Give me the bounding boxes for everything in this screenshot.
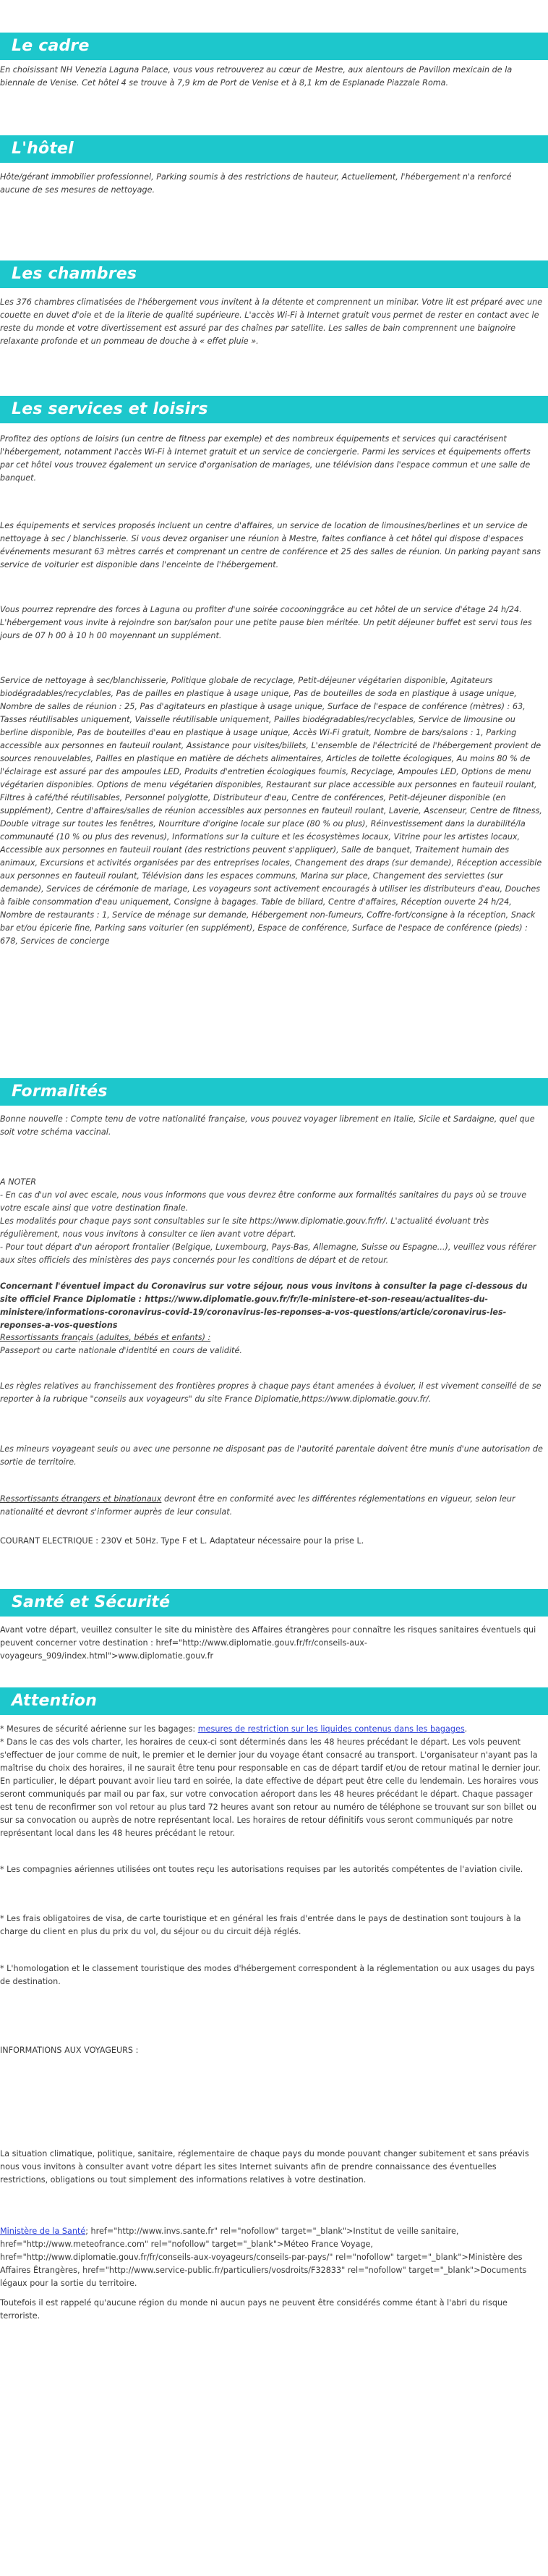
- formalites-foreign: [0, 1493, 544, 1519]
- section-title-chambres: Les chambres: [12, 265, 137, 283]
- section-header-services: [0, 396, 548, 423]
- attention-bullet-charter: * Dans le cas des vols charter, les horaires de ceux-ci sont déterminés dans les 48 heures précédant le départ. Les vols peuvent s'effectuer de jour comme de nuit, le premier et le dernier jour du voyage étant consacré au transport. L'organisateur n'ayant pas la maîtrise du choix des horaires, il ne saurait être tenu pour responsable en cas de départ tardif et/ou de retour matinal le dernier jour. En particulier, le départ pouvant avoir lieu tard en soirée, la date effective de départ peut être celle du lendemain. Les horaires vous seront communiqués par mail ou par fax, sur votre convocation aéroport dans les 48 heures précédant le départ. Chaque passager est tenu de reconfirmer son vol retour au plus tard 72 heures avant son retour au numéro de téléphone se trouvant sur son billet ou sur sa convocation ou auprès de notre représentant local. Les horaires de retour définitifs vous seront communiqués par notre représentant local dans les 48 heures précédant le retour.: [0, 1737, 541, 1838]
- cadre-text: En choisissant NH Venezia Laguna Palace, vous vous retrouverez au cœur de Mestre, aux alentours de Pavillon mexicain de la biennale de Venise. Cet hôtel 4 se trouve à 7,9 km de Port de Venise et à 8,1 km de Esplanade Piazzale Roma.: [0, 65, 513, 88]
- section-header-attention: [0, 1687, 548, 1715]
- formalites-covid: Concernant l'éventuel impact du Coronavirus sur votre séjour, nous vous invitons à consulter la page ci-dessous du site officiel France Diplomatie : https://www.diplomatie.gouv.fr/fr/le-ministere-et-son-reseau/actualites-du-ministere/informations-coronavirus-covid-19/coronavirus-les-reponses-a-vos-questions/article/coronavirus-les-reponses-a-vos-questions: [0, 1281, 528, 1330]
- services-amenities-list: Service de nettoyage à sec/blanchisserie, Politique globale de recyclage, Petit-déjeuner végétarien disponible, Agitateurs biodégradables/recyclables, Pas de pailles en plastique à usage unique, Pas de bouteilles de soda en plastique à usage unique, Nombre de salles de réunion : 25, Pas d'agitateurs en plastique à usage unique, Surface de l'espace de conférence (mètres) : 63, Tasses réutilisables uniquement, Vaisselle réutilisable uniquement, Pailles biodégradables/recyclables, Service de limousine ou berline disponible, Pas de bouteilles d'eau en plastique à usage unique, Accès Wi-Fi gratuit, Nombre de bars/salons : 1, Parking accessible aux personnes en fauteuil roulant, Assistance pour visites/billets, L'ensemble de l'électricité de l'hébergement provient de sources renouvelables, Pailles en plastique en matière de déchets alimentaires, Articles de toilette écologiques, Au moins 80 % de l'éclairage est assuré par des ampoules LED, Produits d'entretien écologiques fournis, Recyclage, Ampoules LED, Options de menu végétarien disponibles. Options de menu végétarien disponibles, Restaurant sur place accessible aux personnes en fauteuil roulant, Filtres à café/thé réutilisables, Personnel polyglotte, Distributeur d'eau, Centre de conférences, Petit-déjeuner disponible (en supplément), Centre d'affaires/salles de réunion accessibles aux personnes en fauteuil roulant, Laverie, Ascenseur, Centre de fitness, Double vitrage sur toutes les fenêtres, Nourriture d'origine locale sur place (80 % ou plus), Réinvestissement dans la durabilité/la communauté (10 % ou plus des revenus), Informations sur la culture et les écosystèmes locaux, Vitrine pour les artistes locaux, Accessible aux personnes en fauteuil roulant (des restrictions peuvent s'appliquer), Salle de banquet, Traitement humain des animaux, Excursions et activités organisées par des entreprises locales, Changement des draps (sur demande), Réception accessible aux personnes en fauteuil roulant, Télévision dans les espaces communs, Marina sur place, Changement des serviettes (sur demande), Services de cérémonie de mariage, Les voyageurs sont activement encouragés à utiliser les distributeurs d'eau, Douches à faible consommation d'eau uniquement, Consigne à bagages. Table de billard, Centre d'affaires, Réception ouverte 24 h/24, Nombre de restaurants : 1, Service de ménage sur demande, Hébergement non-fumeurs, Coffre-fort/consigne à la réception, Snack bar et/ou épicerie fine, Parking sans voiturier (en supplément), Espace de conférence, Surface de l'espace de conférence (pieds) : 678, Services de concierge: [0, 676, 542, 946]
- formalites-french-text: Passeport ou carte nationale d'identité en cours de validité.: [0, 1346, 242, 1355]
- chambres-text: Les 376 chambres climatisées de l'hébergement vous invitent à la détente et comprennent un minibar. Votre lit est préparé avec une couette en duvet d'oie et de la literie de qualité supérieure. L'accès Wi-Fi à Internet gratuit vous permet de rester en contact avec le reste du monde et votre divertissement est assuré par des chaînes par satellite. Les salles de bain comprennent une baignoire relaxante profonde et un pommeau de douche à « effet pluie ».: [0, 297, 543, 346]
- section-title-attention: Attention: [12, 1692, 98, 1710]
- ministere-sante-link[interactable]: Ministère de la Santé: [0, 2227, 86, 2236]
- sante-text: Avant votre départ, veuillez consulter le site du ministère des Affaires étrangères pour connaître les risques sanitaires éventuels qui peuvent concerner votre destination : href="http://www.diplomatie.gouv.fr/fr/conseils-aux-voyageurs_909/index.html">www.diplomatie.gouv.fr: [0, 1625, 536, 1661]
- section-header-sante: [0, 1589, 548, 1617]
- services-paragraph-2: Les équipements et services proposés incluent un centre d'affaires, un service de location de limousines/berlines et un service de nettoyage à sec / blanchisserie. Si vous devez organiser une réunion à Mestre, faites confiance à cet hôtel qui dispose d'espaces événements mesurant 63 mètres carrés et comprenant un centre de conférence et 25 des salles de réunion. Un parking payant sans service de voiturier est disponible dans l'enceinte de l'hébergement.: [0, 521, 541, 569]
- formalites-intro: Bonne nouvelle : Compte tenu de votre nationalité française, vous pouvez voyager librement en Italie, Sicile et Sardaigne, quel que soit votre schéma vaccinal.: [0, 1114, 535, 1137]
- attention-bullet-compagnies: * Les compagnies aériennes utilisées ont toutes reçu les autorisations requises par les autorités compétentes de l'aviation civile.: [0, 1865, 523, 1874]
- formalites-note-escale: - En cas d'un vol avec escale, nous vous informons que vous devrez être conforme aux formalités sanitaires du pays où se trouve votre escale ainsi que votre destination finale.: [0, 1190, 527, 1213]
- formalites-note-label: A NOTER: [0, 1177, 37, 1187]
- section-header-chambres: [0, 260, 548, 288]
- attention-terror: Toutefois il est rappelé qu'aucune région du monde ni aucun pays ne peuvent être considérés comme étant à l'abri du risque terroriste.: [0, 2298, 508, 2321]
- attention-bullet-bagages-suffix: .: [464, 1724, 468, 1734]
- section-header-formalites: [0, 1078, 548, 1106]
- services-paragraph-1: Profitez des options de loisirs (un centre de fitness par exemple) et des nombreux équipements et services qui caractérisent l'hébergement, notamment l'accès Wi-Fi à Internet gratuit et un service de conciergerie. Parmi les services et équipements offerts par cet hôtel vous trouvez également un service d'organisation de mariages, une télévision dans l'espace commun et une salle de banquet.: [0, 434, 531, 483]
- hotel-text: Hôte/gérant immobilier professionnel, Parking soumis à des restrictions de hauteur, Actuellement, l'hébergement n'a renforcé aucune de ses mesures de nettoyage.: [0, 172, 512, 195]
- formalites-foreign-label: Ressortissants étrangers et binationaux: [0, 1494, 162, 1504]
- attention-bullet-visa: * Les frais obligatoires de visa, de carte touristique et en général les frais d'entrée dans le pays de destination sont toujours à la charge du client en plus du prix du vol, du séjour ou du circuit déjà réglés.: [0, 1914, 521, 1936]
- attention-bullet-bagages-prefix: * Mesures de sécurité aérienne sur les bagages:: [0, 1724, 198, 1734]
- section-title-hotel: L'hôtel: [12, 140, 74, 158]
- formalites-note-aeroport: - Pour tout départ d'un aéroport frontalier (Belgique, Luxembourg, Pays-Bas, Allemagne, Suisse ou Espagne...), veuillez vous référer aux sites officiels des ministères des pays concernés pour les conditions de départ et de retour.: [0, 1242, 536, 1265]
- formalites-french-label: Ressortissants français (adultes, bébés et enfants) :: [0, 1333, 211, 1342]
- formalites-minors: Les mineurs voyageant seuls ou avec une personne ne disposant pas de l'autorité parentale doivent être munis d'une autorisation de sortie de territoire.: [0, 1444, 543, 1467]
- section-title-cadre: Le cadre: [12, 37, 90, 55]
- section-header-cadre: [0, 33, 548, 60]
- attention-bullet-bagages: [0, 1723, 544, 1736]
- formalites-note-modalites: Les modalités pour chaque pays sont consultables sur le site https://www.diplomatie.gouv.fr/fr/. L'actualité évoluant très régulièrement, nous vous invitons à consulter ce lien avant votre départ.: [0, 1216, 489, 1239]
- attention-links: [0, 2225, 544, 2290]
- attention-links-text: ; href="http://www.invs.sante.fr" rel="nofollow" target="_blank">Institut de veille sanitaire, href="http://www.meteofrance.com" rel="nofollow" target="_blank">Méteo France Voyage, href="http://www.diplomatie.gouv.fr/fr/conseils-aux-voyageurs/conseils-par-pays/" rel="nofollow" target="_blank">Ministère des Affaires Étrangères, href="http://www.service-public.fr/particuliers/vosdroits/F32833" rel="nofollow" target="_blank">Documents légaux pour la sortie du territoire.: [0, 2227, 527, 2288]
- section-header-hotel: [0, 135, 548, 163]
- formalites-foreign-text: devront être en conformité avec les différentes réglementations en vigueur, selon leur nationalité et devront s'informer auprès de leur consulat.: [0, 1494, 515, 1517]
- liquids-restriction-link[interactable]: mesures de restriction sur les liquides contenus dans les bagages: [197, 1724, 465, 1734]
- attention-situation: La situation climatique, politique, sanitaire, réglementaire de chaque pays du monde pouvant changer subitement et sans préavis nous vous invitons à consulter avant votre départ les sites Internet suivants afin de prendre connaissance des éventuelles restrictions, obligations ou tout simplement des informations relatives à votre destination.: [0, 2149, 529, 2185]
- section-title-services: Les services et loisirs: [12, 400, 208, 418]
- section-title-formalites: Formalités: [12, 1082, 108, 1101]
- section-title-sante: Santé et Sécurité: [12, 1593, 171, 1611]
- formalites-borders: Les règles relatives au franchissement des frontières propres à chaque pays étant amenées à évoluer, il est vivement conseillé de se reporter à la rubrique "conseils aux voyageurs" du site France Diplomatie,https://www.diplomatie.gouv.fr/.: [0, 1381, 541, 1404]
- formalites-current: COURANT ELECTRIQUE : 230V et 50Hz. Type F et L. Adaptateur nécessaire pour la prise L.: [0, 1536, 364, 1546]
- attention-bullet-homologation: * L'homologation et le classement touristique des modes d'hébergement correspondent à la réglementation ou aux usages du pays de destination.: [0, 1964, 535, 1986]
- services-paragraph-3: Vous pourrez reprendre des forces à Laguna ou profiter d'une soirée cocooninggrâce au cet hôtel de un service d'étage 24 h/24. L'hébergement vous invite à rejoindre son bar/salon pour une petite pause bien méritée. Un petit déjeuner buffet est servi tous les jours de 07 h 00 à 10 h 00 moyennant un supplément.: [0, 605, 532, 640]
- attention-infos-label: INFORMATIONS AUX VOYAGEURS :: [0, 2046, 139, 2055]
